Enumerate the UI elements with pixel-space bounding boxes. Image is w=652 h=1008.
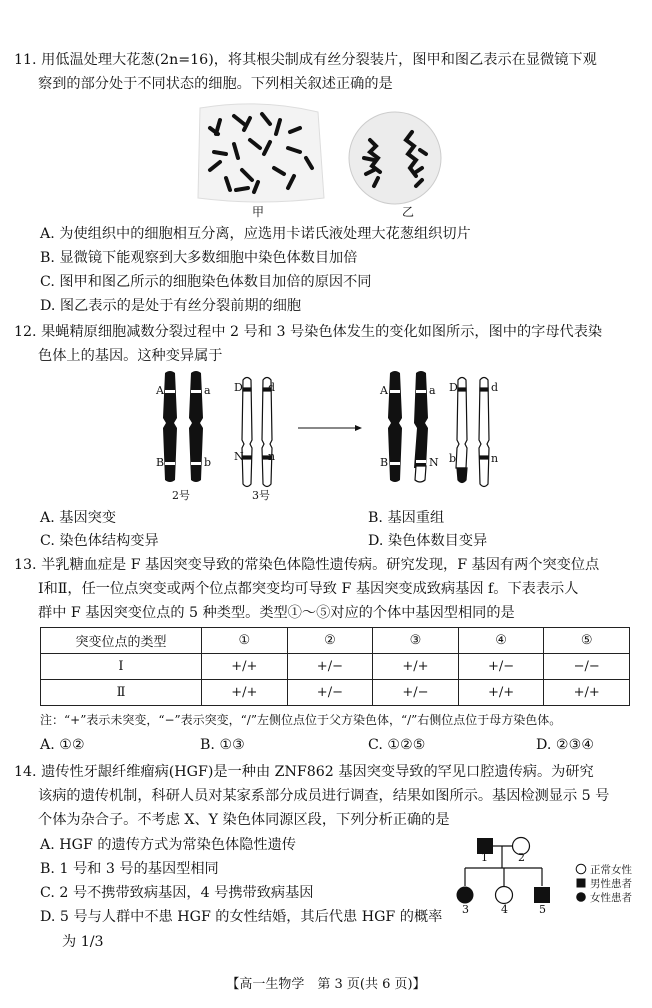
table-cell: Ⅰ bbox=[41, 654, 202, 680]
table-cell: −/− bbox=[544, 654, 630, 680]
chromosome-3-pair-after bbox=[456, 378, 489, 487]
q13-option-d[interactable]: D. ②③④ bbox=[536, 737, 595, 753]
q13-option-b[interactable]: B. ①③ bbox=[200, 737, 245, 753]
q14-stem-line3: 个体为杂合子。不考虑 X、Y 染色体同源区段，下列分析正确的是 bbox=[38, 812, 450, 828]
table-cell: +/− bbox=[287, 654, 373, 680]
q14-option-c[interactable]: C. 2 号不携带致病基因，4 号携带致病基因 bbox=[40, 885, 314, 901]
table-row bbox=[41, 680, 630, 706]
q12-option-a[interactable]: A. 基因突变 bbox=[40, 510, 117, 526]
q12-option-b[interactable]: B. 基因重组 bbox=[368, 510, 445, 526]
q11-option-a[interactable]: A. 为使组织中的细胞相互分离，应选用卡诺氏液处理大花葱组织切片 bbox=[40, 226, 471, 242]
page-footer: 【高一生物学 第 3 页(共 6 页)】 bbox=[226, 977, 426, 992]
gene-label-b: b bbox=[204, 456, 212, 469]
gene-label-d-after: d bbox=[491, 381, 499, 394]
gene-label-B: B bbox=[156, 456, 165, 469]
gene-label-b-after: b bbox=[449, 452, 457, 465]
gene-label-N-after: N bbox=[429, 456, 439, 469]
q14-option-d[interactable]: D. 5 号与人群中不患 HGF 的女性结婚，其后代患 HGF 的概率 bbox=[40, 909, 443, 925]
table-row bbox=[41, 654, 630, 680]
table-header-cell: ④ bbox=[458, 628, 544, 654]
table-header-cell: ⑤ bbox=[544, 628, 630, 654]
q12-stem-line1: 12. 果蝇精原细胞减数分裂过程中 2 号和 3 号染色体发生的变化如图所示，图中的字母代表染 bbox=[14, 324, 603, 340]
q13-option-c[interactable]: C. ①②⑤ bbox=[368, 737, 426, 753]
q14-option-d-continued: 为 1/3 bbox=[62, 934, 104, 950]
chromosome-3-label: 3号 bbox=[252, 489, 270, 502]
table-cell: +/+ bbox=[458, 680, 544, 706]
gene-label-D-after: D bbox=[449, 381, 458, 394]
pedigree-number-1: 1 bbox=[481, 851, 488, 864]
legend-affected-female-icon bbox=[576, 892, 586, 902]
q12-stem-line2: 色体上的基因。这种变异属于 bbox=[38, 348, 223, 364]
legend-affected-male: 男性患者 bbox=[590, 878, 632, 890]
gene-label-D: D bbox=[234, 381, 243, 394]
table-header-cell: ① bbox=[202, 628, 288, 654]
q14-option-b[interactable]: B. 1 号和 3 号的基因型相同 bbox=[40, 861, 219, 877]
q14-option-a[interactable]: A. HGF 的遗传方式为常染色体隐性遗传 bbox=[40, 837, 296, 853]
gene-label-A: A bbox=[156, 384, 164, 397]
cell-yi-image bbox=[349, 112, 441, 204]
fig-label-yi: 乙 bbox=[402, 205, 415, 219]
legend-normal-female: 正常女性 bbox=[590, 864, 632, 876]
q11-stem-line2: 察到的部分处于不同状态的细胞。下列相关叙述正确的是 bbox=[38, 76, 393, 92]
table-header-cell: 突变位点的类型 bbox=[41, 628, 202, 654]
table-cell: +/− bbox=[458, 654, 544, 680]
q12-option-d[interactable]: D. 染色体数目变异 bbox=[368, 533, 488, 549]
table-cell: +/+ bbox=[373, 654, 459, 680]
transformation-arrow bbox=[298, 425, 362, 431]
legend-symbols bbox=[575, 862, 589, 906]
pedigree-individual-3 bbox=[457, 887, 474, 904]
q11-option-c[interactable]: C. 图甲和图乙所示的细胞染色体数目加倍的原因不同 bbox=[40, 274, 372, 290]
cell-jia-image bbox=[198, 104, 324, 202]
pedigree-number-3: 3 bbox=[462, 903, 469, 916]
gene-label-a: a bbox=[204, 384, 211, 397]
pedigree-number-2: 2 bbox=[518, 851, 525, 864]
q13-option-a[interactable]: A. ①② bbox=[40, 737, 85, 753]
pedigree-individual-4 bbox=[496, 887, 513, 904]
table-cell: +/− bbox=[373, 680, 459, 706]
gene-label-a-after: a bbox=[429, 384, 436, 397]
table-cell: +/+ bbox=[202, 680, 288, 706]
gene-label-A-after: A bbox=[380, 384, 388, 397]
gene-label-n-after: n bbox=[491, 452, 499, 465]
q14-pedigree-figure bbox=[450, 832, 560, 914]
gene-label-n: n bbox=[268, 450, 276, 463]
chromosome-2-pair-after bbox=[388, 371, 428, 482]
table-cell: +/− bbox=[287, 680, 373, 706]
q14-stem-line1: 14. 遗传性牙龈纤维瘤病(HGF)是一种由 ZNF862 基因突变导致的罕见口腔遗传病。为研究 bbox=[14, 764, 594, 780]
legend-normal-female-icon bbox=[576, 864, 586, 874]
q13-table-note: 注：“+”表示未突变，“−”表示突变，“/”左侧位点位于父方染色体，“/”右侧位点位于母方染色体。 bbox=[40, 713, 562, 727]
q14-stem-line2: 该病的遗传机制，科研人员对某家系部分成员进行调查，结果如图所示。基因检测显示 5 号 bbox=[38, 788, 610, 804]
gene-label-d: d bbox=[268, 381, 276, 394]
chromosome-2-label: 2号 bbox=[172, 489, 190, 502]
q11-option-b[interactable]: B. 显微镜下能观察到大多数细胞中染色体数目加倍 bbox=[40, 250, 358, 266]
q12-option-c[interactable]: C. 染色体结构变异 bbox=[40, 533, 159, 549]
table-header-cell: ② bbox=[287, 628, 373, 654]
legend-affected-male-icon bbox=[577, 879, 586, 888]
table-header-row bbox=[41, 628, 630, 654]
q13-stem-line1: 13. 半乳糖血症是 F 基因突变导致的常染色体隐性遗传病。研究发现，F 基因有两个突变位点 bbox=[14, 557, 600, 573]
q11-option-d[interactable]: D. 图乙表示的是处于有丝分裂前期的细胞 bbox=[40, 298, 302, 314]
q13-stem-line3: 群中 F 基因突变位点的 5 种类型。类型①～⑤对应的个体中基因型相同的是 bbox=[38, 605, 515, 621]
q11-stem-line1: 11. 用低温处理大花葱(2n=16)，将其根尖制成有丝分裂装片，图甲和图乙表示在显微镜下观 bbox=[14, 52, 597, 68]
pedigree-individual-5 bbox=[534, 887, 550, 903]
q11-micrograph-figure bbox=[190, 98, 450, 220]
table-cell: +/+ bbox=[544, 680, 630, 706]
chromosome-2-pair bbox=[163, 371, 203, 482]
pedigree-number-5: 5 bbox=[539, 903, 546, 916]
legend-affected-female: 女性患者 bbox=[590, 892, 632, 904]
mutation-type-table bbox=[40, 627, 630, 706]
fig-label-jia: 甲 bbox=[252, 205, 265, 219]
table-cell: Ⅱ bbox=[41, 680, 202, 706]
gene-label-N: N bbox=[234, 450, 244, 463]
pedigree-number-4: 4 bbox=[501, 903, 508, 916]
table-cell: +/+ bbox=[202, 654, 288, 680]
q13-stem-line2: Ⅰ和Ⅱ，任一位点突变或两个位点都突变均可导致 F 基因突变成致病基因 f。下表表示人 bbox=[38, 581, 579, 597]
gene-label-B-after: B bbox=[380, 456, 389, 469]
table-header-cell: ③ bbox=[373, 628, 459, 654]
